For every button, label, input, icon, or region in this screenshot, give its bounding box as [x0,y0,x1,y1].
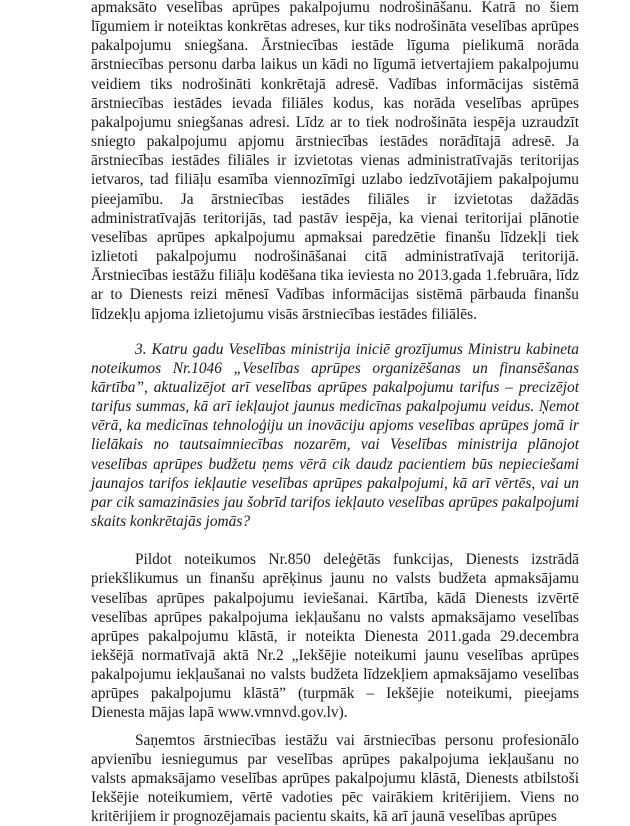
paragraph-answer-criteria: Saņemtos ārstniecības iestāžu vai ārstniecības personu profesionālo apvienību iesniegumus par veselības aprūpes pakalpojuma iekļaušanu no valsts apmaksājamo veselības aprūpes pakalpojumu klāstā, Dienests atbilstoši Iekšējie noteikumiem, vērtē vadoties pēc vairākiem kritērijiem. Viens no kritērijiem ir prognozējamais pacientu skaits, kā arī jaunā veselības aprūpes [91,731,579,826]
paragraph-question-3: 3. Katru gadu Veselības ministrija iniciē grozījumus Ministru kabineta noteikumos Nr.1046 „Veselības aprūpes organizēšanas un finansēšanas kārtība”, aktualizējot arī veselības aprūpes pakalpojumu tarifus – precizējot tarifus summas, kā arī iekļaujot jaunus medicīnas pakalpojumu veidus. Ņemot vērā, ka medicīnas tehnoloģiju un inovāciju apjoms veselības aprūpes jomā ir lielākais no tautsaimniecības nozarēm, vai Veselības ministrija plānojot veselības aprūpes budžetu ņems vērā cik daudz pacientiem būs nepieciešami jaunajos tarifos iekļautie veselības aprūpes pakalpojumi, kā arī vērtēs, vai un par cik samazināsies jau šobrīd tarifos iekļauto veselības aprūpes pakalpojumi skaits konkrētajās jomās? [91,340,579,531]
paragraph-branch-coding: apmaksāto veselības aprūpes pakalpojumu nodrošināšanu. Katrā no šiem līgumiem ir noteiktas konkrētas adreses, kur tiks nodrošināta veselības aprūpes pakalpojumu sniegšana. Ārstniecības iestāde līguma pielikumā norāda ārstniecības personu darba laikus un kādi no līgumā ietvertajiem pakalpojumu veidiem tiks nodrošināti konkrētajā adresē. Vadības informācijas sistēmā ārstniecības iestādes ievada filiāles kodus, kas norāda veselības aprūpes pakalpojumu sniegšanas adresi. Līdz ar to tiek nodrošināta iespēja uzraudzīt sniegto pakalpojumu apjomu ārstniecības iestādes norādītajā adresē. Ja ārstniecības iestādes filiāles ir izvietotas vienas administratīvajās teritorijas ietvaros, tad filiāļu esamība viennozīmīgi uzlabo iedzīvotājiem pakalpojumu pieejamību. Ja ārstniecības iestādes filiāles ir izvietotas dažādās administratīvajās teritorijās, tad pastāv iespēja, ka vienai teritorijai plānotie veselības aprūpes apkalpojumu apmaksai paredzētie finanšu līdzekļi tiek izlietoti pakalpojumu nodrošināšanai citā administratīvajā teritorijā. Ārstniecības iestāžu filiāļu kodēšana tika ieviesta no 2013.gada 1.februāra, līdz ar to Dienests reizi mēnesī Vadības informācijas sistēmā pārbauda finanšu līdzekļu apjoma izlietojumu visās ārstniecības iestādes filiālēs. [91,0,579,323]
paragraph-answer-internal-rules: Pildot noteikumos Nr.850 deleģētās funkcijas, Dienests izstrādā priekšlikumus un finanšu aprēķinus jaunu no valsts budžeta apmaksājamu veselības aprūpes pakalpojumu ieviešanai. Kārtība, kādā Dienests izvērtē veselības aprūpes pakalpojuma iekļaušanu no valsts apmaksājamo veselības aprūpes pakalpojumu klāstā, ir noteikta Dienesta 2011.gada 29.decembra iekšējā normatīvajā aktā Nr.2 „Iekšējie noteikumi jaunu veselības aprūpes pakalpojumu iekļaušanai no valsts budžeta līdzekļiem apmaksājamo veselības aprūpes pakalpojumu klāstā” (turpmāk – Iekšējie noteikumi, pieejams Dienesta mājas lapā www.vmnvd.gov.lv). [91,551,579,722]
document-page [91,0,579,826]
